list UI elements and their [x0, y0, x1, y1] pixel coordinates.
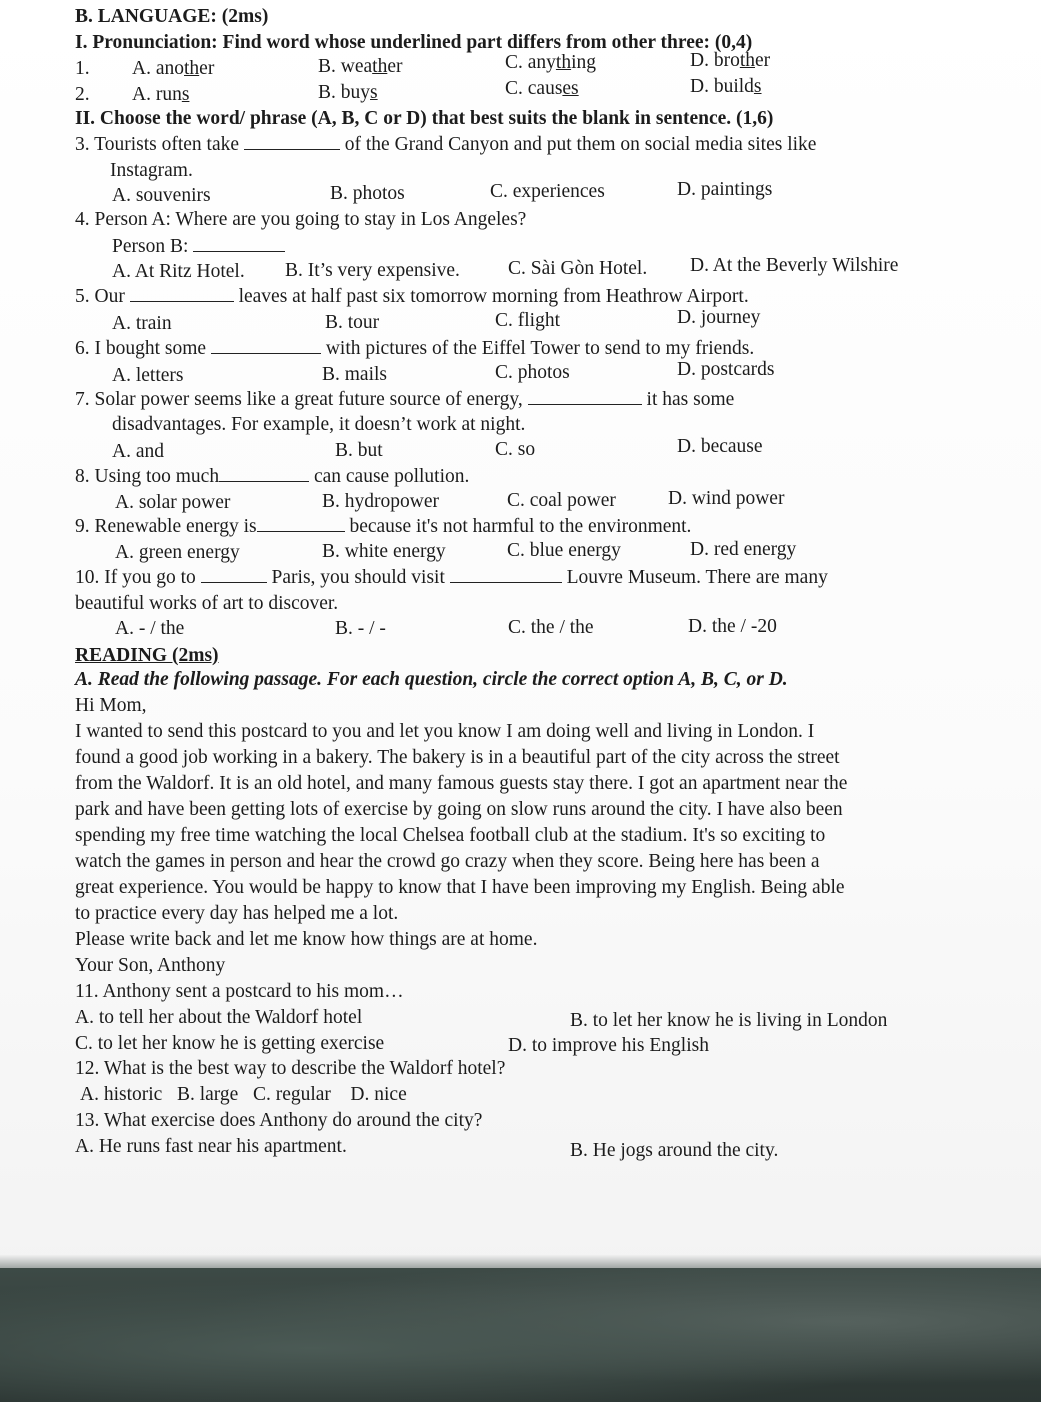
passage-line: watch the games in person and hear the crowd go crazy when they score. Being here has been a [75, 851, 820, 872]
language-heading: B. LANGUAGE: (2ms) [75, 6, 269, 27]
q11-option-a[interactable]: A. to tell her about the Waldorf hotel [75, 1007, 363, 1028]
q7-stem: 7. Solar power seems like a great future source of energy, it has some [75, 389, 735, 410]
q2-option-d[interactable]: D. builds [690, 76, 762, 97]
q6-stem: 6. I bought some with pictures of the Eiffel Tower to send to my friends. [75, 338, 755, 359]
q7-option-a[interactable]: A. and [112, 441, 164, 462]
passage-line: park and have been getting lots of exercise by going on slow runs around the city. I have also been [75, 799, 843, 820]
q9-option-c[interactable]: C. blue energy [507, 540, 621, 561]
q5-option-d[interactable]: D. journey [677, 307, 761, 328]
q3-option-b[interactable]: B. photos [330, 183, 405, 204]
q8-option-b[interactable]: B. hydropower [322, 491, 439, 512]
reading-instruction: A. Read the following passage. For each question, circle the correct option A, B, C, or D. [75, 669, 788, 690]
passage-line: Hi Mom, [75, 695, 147, 716]
q4-option-a[interactable]: A. At Ritz Hotel. [112, 261, 245, 282]
q8-stem: 8. Using too much can cause pollution. [75, 466, 470, 487]
q2-option-a[interactable]: A. runs [132, 84, 190, 105]
reading-heading: READING (2ms) [75, 645, 219, 666]
q2-number: 2. [75, 84, 90, 105]
choose-title: II. Choose the word/ phrase (A, B, C or D) that best suits the blank in sentence. (1,6) [75, 108, 774, 129]
q11-option-c[interactable]: C. to let her know he is getting exercise [75, 1033, 385, 1054]
q8-blank [219, 466, 309, 482]
passage-line: great experience. You would be happy to know that I have been improving my English. Being able [75, 877, 845, 898]
q11-stem: 11. Anthony sent a postcard to his mom… [75, 981, 404, 1002]
q9-option-a[interactable]: A. green energy [115, 542, 240, 563]
q4-option-d[interactable]: D. At the Beverly Wilshire [690, 255, 899, 276]
q4-option-b[interactable]: B. It’s very expensive. [285, 260, 460, 281]
q7-option-c[interactable]: C. so [495, 439, 536, 460]
q6-option-d[interactable]: D. postcards [677, 359, 775, 380]
q9-stem: 9. Renewable energy is because it's not harmful to the environment. [75, 516, 692, 537]
q5-option-a[interactable]: A. train [112, 313, 172, 334]
q11-option-d[interactable]: D. to improve his English [508, 1035, 709, 1056]
q10-blank-2 [450, 567, 562, 583]
q3-option-a[interactable]: A. souvenirs [112, 185, 211, 206]
passage-line: I wanted to send this postcard to you and let you know I am doing well and living in London. I [75, 721, 815, 742]
q10-option-b[interactable]: B. - / - [335, 618, 386, 639]
q1-number: 1. [75, 58, 90, 79]
q4-person-b: Person B: [112, 235, 285, 259]
pronunciation-title: I. Pronunciation: Find word whose underlined part differs from other three: (0,4) [75, 32, 753, 53]
passage-line: found a good job working in a bakery. The bakery is in a beautiful part of the city across the street [75, 747, 840, 768]
q6-option-c[interactable]: C. photos [495, 362, 570, 383]
q1-option-a[interactable]: A. another [132, 58, 215, 79]
q9-option-d[interactable]: D. red energy [690, 539, 797, 560]
q8-option-d[interactable]: D. wind power [668, 488, 785, 509]
q13-stem: 13. What exercise does Anthony do around the city? [75, 1110, 483, 1131]
q13-option-a[interactable]: A. He runs fast near his apartment. [75, 1136, 347, 1157]
q2-option-c[interactable]: C. causes [505, 78, 579, 99]
q3-stem: 3. Tourists often take of the Grand Canyon and put them on social media sites like [75, 134, 817, 155]
q4-stem: 4. Person A: Where are you going to stay in Los Angeles? [75, 209, 527, 230]
passage-line: Your Son, Anthony [75, 955, 226, 976]
q7-option-d[interactable]: D. because [677, 436, 763, 457]
passage-line: to practice every day has helped me a lot. [75, 903, 399, 924]
q4-blank [193, 236, 285, 252]
q10-option-a[interactable]: A. - / the [115, 618, 185, 639]
q7-blank [528, 389, 642, 405]
q5-blank [130, 286, 234, 302]
q12-stem: 12. What is the best way to describe the Waldorf hotel? [75, 1058, 506, 1079]
q1-option-d[interactable]: D. brother [690, 50, 771, 71]
q3-option-c[interactable]: C. experiences [490, 181, 605, 202]
q5-option-c[interactable]: C. flight [495, 310, 561, 331]
passage-line: spending my free time watching the local Chelsea football club at the stadium. It's so exciting to [75, 825, 826, 846]
q5-option-b[interactable]: B. tour [325, 312, 380, 333]
q11-option-b[interactable]: B. to let her know he is living in London [570, 1010, 888, 1031]
q8-option-a[interactable]: A. solar power [115, 492, 231, 513]
q7-stem-cont: disadvantages. For example, it doesn’t work at night. [112, 414, 526, 435]
q10-option-c[interactable]: C. the / the [508, 617, 594, 638]
q10-blank-1 [201, 567, 267, 583]
q6-option-b[interactable]: B. mails [322, 364, 388, 385]
q6-option-a[interactable]: A. letters [112, 365, 184, 386]
q9-option-b[interactable]: B. white energy [322, 541, 446, 562]
q13-option-b[interactable]: B. He jogs around the city. [570, 1140, 779, 1161]
q3-option-d[interactable]: D. paintings [677, 179, 773, 200]
passage-line: Please write back and let me know how things are at home. [75, 929, 538, 950]
q10-stem-cont: beautiful works of art to discover. [75, 593, 339, 614]
q10-stem: 10. If you go to Paris, you should visit Louvre Museum. There are many [75, 567, 828, 588]
q1-option-b[interactable]: B. weather [318, 56, 403, 77]
q2-option-b[interactable]: B. buys [318, 82, 378, 103]
q8-option-c[interactable]: C. coal power [507, 490, 616, 511]
q5-stem: 5. Our leaves at half past six tomorrow morning from Heathrow Airport. [75, 286, 749, 307]
q3-stem-cont: Instagram. [110, 160, 193, 181]
q9-blank [257, 516, 345, 532]
q10-option-d[interactable]: D. the / -20 [688, 616, 777, 637]
q6-blank [211, 338, 321, 354]
q7-option-b[interactable]: B. but [335, 440, 383, 461]
passage-line: from the Waldorf. It is an old hotel, and many famous guests stay there. I got an apartment near the [75, 773, 848, 794]
q3-blank [244, 134, 340, 150]
q4-option-c[interactable]: C. Sài Gòn Hotel. [508, 258, 648, 279]
q12-options[interactable]: A. historic B. large C. regular D. nice [80, 1084, 407, 1105]
q1-option-c[interactable]: C. anything [505, 52, 597, 73]
floor-background [0, 1268, 1041, 1402]
